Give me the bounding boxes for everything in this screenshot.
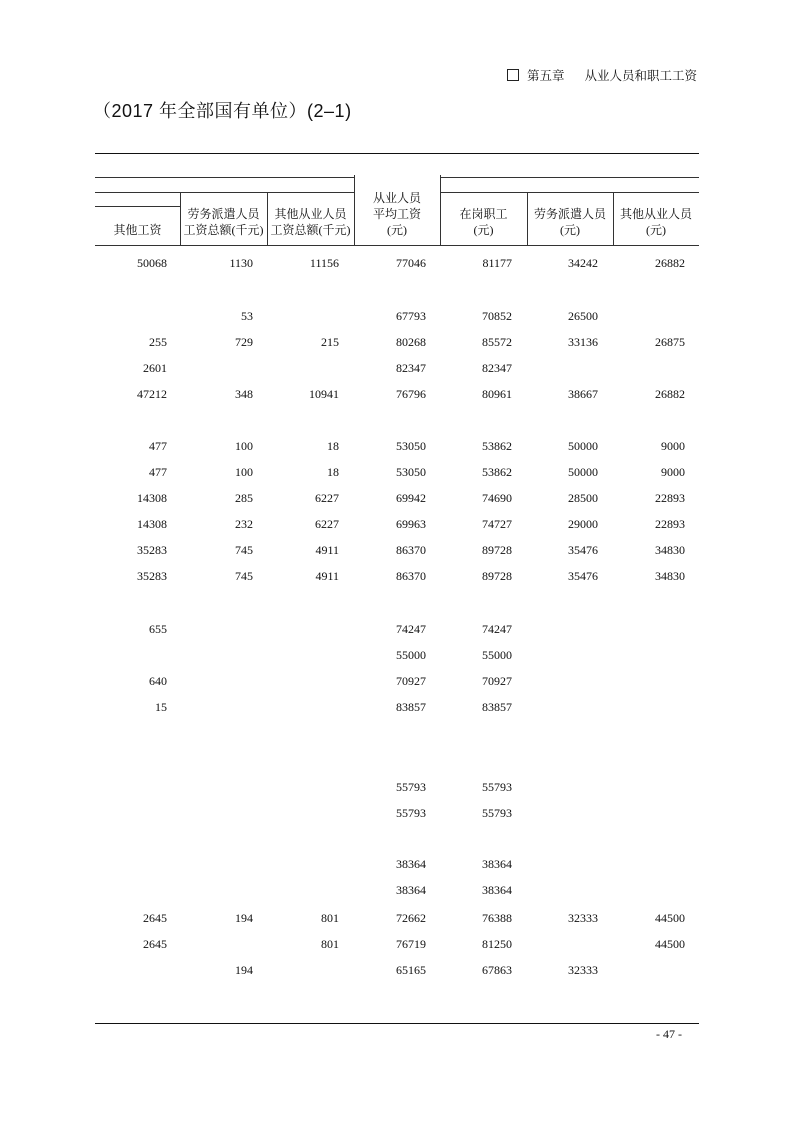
table-cell: 10941 <box>309 387 339 401</box>
header-rule <box>440 177 699 178</box>
table-cell: 232 <box>235 517 253 531</box>
table-cell: 22893 <box>655 491 685 505</box>
table-cell: 67793 <box>396 309 426 323</box>
table-cell: 89728 <box>482 569 512 583</box>
table-cell: 1130 <box>229 256 253 270</box>
table-cell: 35476 <box>568 543 598 557</box>
table-cell: 76719 <box>396 937 426 951</box>
column-header <box>440 206 527 238</box>
running-head <box>507 66 697 84</box>
column-header-line: 在岗职工 <box>459 207 508 221</box>
header-rule <box>440 192 699 193</box>
table-cell: 655 <box>149 622 167 636</box>
table-cell: 38667 <box>568 387 598 401</box>
page-title: （2017 年全部国有单位）(2–1) <box>93 101 352 121</box>
table-cell: 100 <box>235 439 253 453</box>
table-cell: 348 <box>235 387 253 401</box>
table-cell: 22893 <box>655 517 685 531</box>
table-cell: 745 <box>235 543 253 557</box>
table-cell: 801 <box>321 911 339 925</box>
column-header-line: 其他从业人员 <box>619 207 692 221</box>
table-cell: 6227 <box>315 491 339 505</box>
column-header-line: 从业人员 <box>372 191 421 205</box>
column-header-line: 劳务派遣人员 <box>187 207 260 221</box>
table-cell: 35283 <box>137 543 167 557</box>
column-header-line: (元) <box>473 223 494 237</box>
table-cell: 38364 <box>482 883 512 897</box>
table-cell: 34830 <box>655 569 685 583</box>
column-header-line: 劳务派遣人员 <box>533 207 606 221</box>
table-cell: 74247 <box>396 622 426 636</box>
column-header-line: 其他从业人员 <box>274 207 347 221</box>
table-cell: 74247 <box>482 622 512 636</box>
column-header-line: 平均工资 <box>372 207 421 221</box>
table-cell: 70852 <box>482 309 512 323</box>
column-header <box>354 190 440 238</box>
table-cell: 9000 <box>661 439 685 453</box>
table-cell: 35283 <box>137 569 167 583</box>
table-cell: 55000 <box>396 648 426 662</box>
table-cell: 33136 <box>568 335 598 349</box>
table-cell: 2601 <box>143 361 167 375</box>
column-header <box>95 222 180 238</box>
table-cell: 70927 <box>482 674 512 688</box>
table-cell: 80961 <box>482 387 512 401</box>
column-header <box>613 206 699 238</box>
table-cell: 47212 <box>137 387 167 401</box>
column-header <box>180 206 267 238</box>
table-cell: 81250 <box>482 937 512 951</box>
header-rule <box>95 206 180 207</box>
table-cell: 38364 <box>396 883 426 897</box>
table-cell: 35476 <box>568 569 598 583</box>
table-cell: 32333 <box>568 963 598 977</box>
table-cell: 14308 <box>137 517 167 531</box>
table-bottom-rule <box>95 1023 699 1024</box>
table-cell: 38364 <box>482 857 512 871</box>
table-cell: 76388 <box>482 911 512 925</box>
table-cell: 55793 <box>482 780 512 794</box>
table-cell: 34830 <box>655 543 685 557</box>
table-cell: 55793 <box>482 806 512 820</box>
table-cell: 65165 <box>396 963 426 977</box>
table-cell: 26882 <box>655 256 685 270</box>
table-cell: 2645 <box>143 911 167 925</box>
table-cell: 215 <box>321 335 339 349</box>
table-cell: 18 <box>327 439 339 453</box>
column-header <box>527 206 613 238</box>
table-cell: 26875 <box>655 335 685 349</box>
chapter-label: 第五章 <box>526 69 565 83</box>
column-header-line: (元) <box>387 223 407 237</box>
column-header-line: 工资总额(千元) <box>183 223 264 237</box>
table-cell: 285 <box>235 491 253 505</box>
table-cell: 77046 <box>396 256 426 270</box>
table-cell: 14308 <box>137 491 167 505</box>
table-cell: 55793 <box>396 780 426 794</box>
page-number: - 47 - <box>656 1027 682 1041</box>
table-cell: 729 <box>235 335 253 349</box>
table-cell: 86370 <box>396 569 426 583</box>
column-header <box>267 206 354 238</box>
table-cell: 82347 <box>482 361 512 375</box>
table-cell: 801 <box>321 937 339 951</box>
table-cell: 44500 <box>655 937 685 951</box>
header-rule <box>95 177 354 178</box>
table-cell: 34242 <box>568 256 598 270</box>
table-cell: 640 <box>149 674 167 688</box>
table-cell: 70927 <box>396 674 426 688</box>
table-cell: 53 <box>241 309 253 323</box>
table-cell: 194 <box>235 963 253 977</box>
table-cell: 15 <box>155 700 167 714</box>
table-cell: 86370 <box>396 543 426 557</box>
table-cell: 2645 <box>143 937 167 951</box>
chapter-title: 从业人员和职工工资 <box>584 69 697 83</box>
table-cell: 69942 <box>396 491 426 505</box>
table-cell: 18 <box>327 465 339 479</box>
table-cell: 55793 <box>396 806 426 820</box>
table-cell: 83857 <box>482 700 512 714</box>
table-cell: 83857 <box>396 700 426 714</box>
column-header-line: 工资总额(千元) <box>270 223 351 237</box>
table-cell: 44500 <box>655 911 685 925</box>
table-cell: 72662 <box>396 911 426 925</box>
table-cell: 74690 <box>482 491 512 505</box>
table-cell: 477 <box>149 465 167 479</box>
table-cell: 53050 <box>396 439 426 453</box>
table-cell: 9000 <box>661 465 685 479</box>
table-cell: 50068 <box>137 256 167 270</box>
table-cell: 32333 <box>568 911 598 925</box>
header-bottom-rule <box>95 245 699 246</box>
table-cell: 4911 <box>315 569 339 583</box>
table-cell: 29000 <box>568 517 598 531</box>
table-cell: 69963 <box>396 517 426 531</box>
table-cell: 76796 <box>396 387 426 401</box>
table-cell: 38364 <box>396 857 426 871</box>
column-header-line: 其他工资 <box>113 223 162 237</box>
table-top-rule <box>95 153 699 154</box>
column-header-line: (元) <box>560 223 580 237</box>
table-cell: 26882 <box>655 387 685 401</box>
table-cell: 74727 <box>482 517 512 531</box>
table-cell: 745 <box>235 569 253 583</box>
table-cell: 67863 <box>482 963 512 977</box>
table-cell: 53050 <box>396 465 426 479</box>
table-cell: 81177 <box>482 256 512 270</box>
table-cell: 477 <box>149 439 167 453</box>
table-cell: 4911 <box>315 543 339 557</box>
column-header-line: (元) <box>646 223 666 237</box>
table-cell: 89728 <box>482 543 512 557</box>
table-cell: 100 <box>235 465 253 479</box>
table-cell: 53862 <box>482 439 512 453</box>
table-cell: 50000 <box>568 439 598 453</box>
table-cell: 80268 <box>396 335 426 349</box>
table-cell: 50000 <box>568 465 598 479</box>
table-cell: 26500 <box>568 309 598 323</box>
table-cell: 11156 <box>309 256 339 270</box>
table-cell: 194 <box>235 911 253 925</box>
table-cell: 55000 <box>482 648 512 662</box>
table-cell: 85572 <box>482 335 512 349</box>
table-cell: 82347 <box>396 361 426 375</box>
table-cell: 53862 <box>482 465 512 479</box>
table-cell: 255 <box>149 335 167 349</box>
header-rule <box>95 192 354 193</box>
table-cell: 6227 <box>315 517 339 531</box>
checkbox-square-icon <box>507 69 519 81</box>
table-cell: 28500 <box>568 491 598 505</box>
